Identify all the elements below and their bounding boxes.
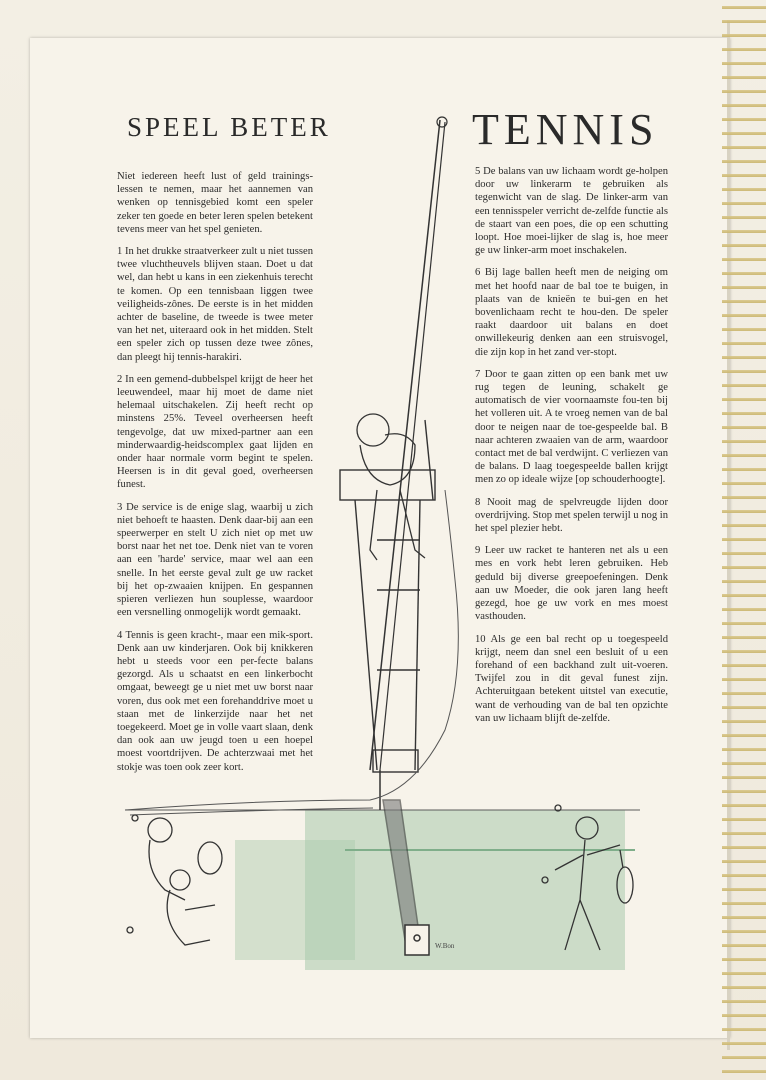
long-pole-line — [370, 120, 440, 770]
paragraph-tip-10: 10 Als ge een bal recht op u toegespeeld krijgt, neem dan snel een besluit of u een forehand of een backhand zult uit-voeren. Twijfel zou in dit geval funest zijn. Achteruitgaan betekent uitstel van executie, want de verhouding van de bal ten opzichte van uw lichaam blijft de-zelfde. — [475, 633, 668, 724]
court-green-area — [125, 810, 640, 970]
umpire-chair — [340, 420, 435, 772]
paragraph-tip-2: 2 In een gemend-dubbelspel krijgt de heer het leeuwendeel, maar hij moet de dame niet helemaal uitschakelen. Zij heeft recht op minstens 25%. Teveel overheersen heeft tengevolge, dat uw mixed-partner aan een minderwaardig-heidscomplex gaat lijden en onder haar normale vorm begint te spelen. Heersen is in dit geval goed, overheersen funest. — [117, 373, 313, 491]
artist-signature: W.Bon — [435, 942, 455, 950]
paragraph-tip-6: 6 Bij lage ballen heeft men de neiging om met het hoofd naar de bal toe te buigen, in plaats van de knieën te bui-gen en het bovenlichaam recht te hou-den. De speler raakt daardoor uit balans en doet onwillekeurig denken aan een struisvogel, die zijn kop in het zand ver-stopt. — [475, 267, 668, 358]
right-text-column — [475, 165, 668, 734]
paragraph-tip-4: 4 Tennis is geen kracht-, maar een mik-sport. Denk aan uw kinderjaren. Ook bij knikkeren hebt u steeds voor een per-fecte balans gezorgd. Als u schaatst en een linkerbocht omgaat, beweegt ge u niet met uw borst naar voren, dus ook met een forehanddrive moet u staan met de linkerzijde naar het net toegekeerd. Moet ge in volle vaart slaan, denk dan ook aan uw jeugd toen u een hoepel moest voortdrijven. De achterzwaai met het stokje was toen ook zeer kort. — [117, 629, 313, 773]
paragraph-tip-8: 8 Nooit mag de spelvreugde lijden door overdrijving. Stop met spelen terwijl u nog in het spel plezier hebt. — [475, 496, 669, 535]
headline-right: TENNIS — [472, 105, 659, 154]
paragraph-tip-3: 3 De service is de enige slag, waarbij u zich niet behoeft te haasten. Denk daar-bij aan een speerwerper en stelt U zich niet op met uw borst naar het net toe. Denk niet van te voren aan een 'harde' service, maar wel aan een snelle. In het eerste geval zult ge uw racket bij het op-zwaaien knijpen. En gespannen spieren verliezen hun souplesse, waardoor een versnelling onmogelijk wordt gemaakt. — [117, 501, 313, 619]
paragraph-tip-9: 9 Leer uw racket te hanteren net als u een mes en vork hebt leren gebruiken. Heb geduld bij diverse greepoefeningen. Denk aan uw Moeder, die ook jaren lang heeft gezegd, hoe ge uw vork en mes moest vasthouden. — [475, 545, 668, 623]
headline-left: SPEEL BETER — [127, 112, 331, 142]
umpire-figure — [357, 414, 425, 560]
paragraph-intro: Niet iedereen heeft lust of geld trainings-lessen te nemen, maar het aannemen van wenken op tennisgebied komt een speler zeker ten goede en beter leren spelen betekent tevens meer van het spel genieten. — [117, 171, 313, 235]
spiral-binding — [722, 0, 766, 1080]
left-text-column — [117, 170, 313, 783]
paragraph-tip-5: 5 De balans van uw lichaam wordt ge-holpen door uw linkerarm te gebruiken als tegenwicht van de slag. De linker-arm van een tennisspeler verricht de-zelfde functie als de staart van een poes, die op een schutting loopt. Hoe moei-lijker de slag is, hoe meer ge uw linker-arm moet inschakelen. — [475, 166, 668, 257]
pole-top-ball — [437, 117, 447, 127]
paragraph-tip-7: 7 Door te gaan zitten op een bank met uw rug tegen de leuning, schakelt ge automatisch de vier voornaamste fou-ten bij het volleren uit. A te vroeg nemen van de bal door te neigen naar de toe-gespeelde bal. B naar achteren zwaaien van de arm, waardoor contact met de bal verdwijnt. C verliezen van de balans. D laag toegespeelde ballen krijgt men zo op ideale wijze [op schouderhoogte]. — [475, 368, 668, 486]
paragraph-tip-1: 1 In het drukke straatverkeer zult u niet tussen twee vluchtheuvels blijven staan. Doet u dat wel, dan hebt u kans in een ziekenhuis terecht te komen. Op een tennisbaan liggen twee veiligheids-zônes. De eerste is in het midden achter de baseline, de tweede is twee meter van het net, uiteraard ook in het midden. Stelt een speler zich op tussen deze twee zônes, dan pleegt hij tennis-harakiri. — [117, 246, 313, 363]
left-players — [127, 815, 222, 945]
